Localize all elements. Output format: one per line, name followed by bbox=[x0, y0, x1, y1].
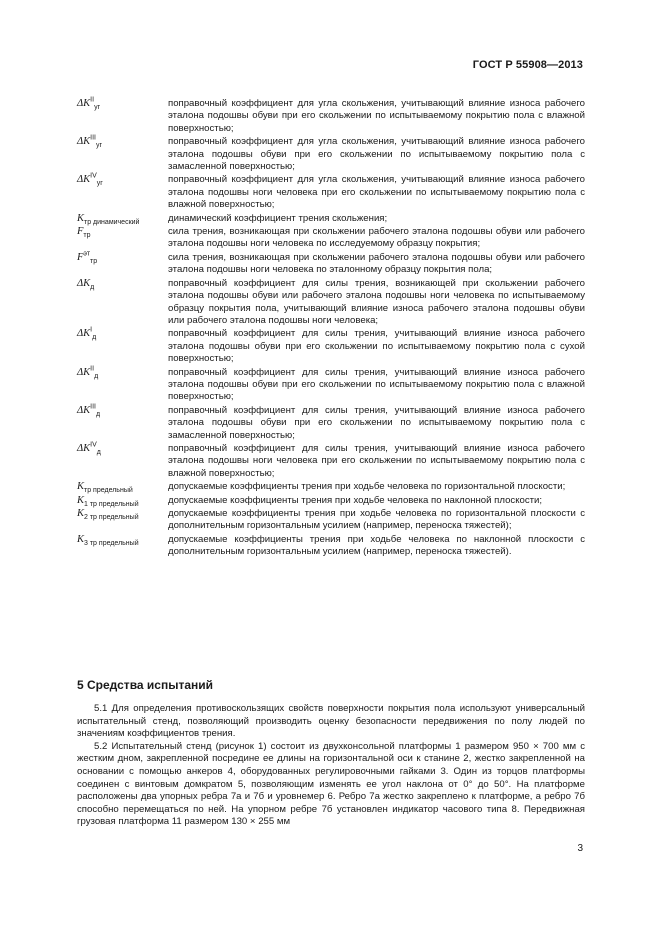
definition-item bbox=[77, 213, 585, 225]
definition-text: поправочный коэффициент для силы трения, учитывающий влияние износа рабочего эталона подошвы обуви при его скольжении по испытываемому покрытию пола с влажной поверхностью; bbox=[168, 366, 585, 403]
symbol-base: K bbox=[77, 533, 85, 545]
symbol-base: ΔK bbox=[77, 404, 91, 416]
paragraph: 5.1 Для определения противоскользящих свойств поверхности покрытия пола используют универсальный испытательный стенд, позволяющий производить оценку безопасности передвижения по полу людей по значениям коэффициентов трения. bbox=[77, 703, 585, 740]
section-title: 5 Средства испытаний bbox=[77, 678, 214, 692]
definition-item bbox=[77, 495, 585, 507]
paragraph: 5.2 Испытательный стенд (рисунок 1) состоит из двухконсольной платформы 1 размером 950 × 700 мм с жестким дном, закрепленной посредине ее длины на горизонтальной оси к станине 2, жестко закрепленной на основании с помощью анкеров 4, оборудованных регулировочными гайками 3. Один из торцов платформы соединен с винтовым домкратом 5, позволяющим изменять ее угол наклона от 0° до 50°. На платформе расположены два упорных ребра 7а и 7б и уровнемер 6. Ребро 7а жестко закреплено к платформе, а ребро 7б способно перемещаться по ней. На упорном ребре 7б установлен индикатор часового типа 8. Передвижная грузовая платформа 11 размером 130 × 255 мм bbox=[77, 740, 585, 828]
definition-symbol bbox=[77, 136, 168, 173]
symbol-base: K bbox=[77, 481, 85, 493]
definition-item bbox=[77, 508, 585, 533]
definition-symbol bbox=[77, 174, 168, 211]
definition-symbol bbox=[77, 98, 168, 135]
definition-text: допускаемые коэффициенты трения при ходьбе человека по наклонной плоскости с дополнительным горизонтальным усилием (например, переноска тяжестей). bbox=[168, 533, 585, 558]
symbol-superscript: IV bbox=[90, 441, 97, 449]
definition-symbol bbox=[77, 443, 168, 480]
definition-item bbox=[77, 252, 585, 277]
symbol-superscript: II bbox=[90, 96, 95, 104]
definition-item bbox=[77, 481, 585, 493]
definition-text: сила трения, возникающая при скольжении рабочего эталона подошвы обуви или рабочего эталона подошвы ноги человека по исследуемому образцу покрытия; bbox=[168, 226, 585, 250]
symbol-subscript: уг bbox=[96, 142, 103, 150]
definition-item bbox=[77, 278, 585, 328]
definition-text: допускаемые коэффициенты трения при ходьбе человека по горизонтальной плоскости с дополнительным горизонтальным усилием (например, переноска тяжестей); bbox=[168, 508, 585, 532]
symbol-base: ΔK bbox=[77, 366, 91, 378]
definition-item bbox=[77, 98, 585, 135]
definition-item bbox=[77, 136, 585, 173]
definition-text: поправочный коэффициент для угла скольжения, учитывающий влияние износа рабочего эталона подошвы ноги человека при его скольжении по испытываемому покрытию пола с влажной поверхностью; bbox=[168, 174, 585, 211]
definitions-list bbox=[77, 98, 585, 560]
symbol-superscript: IV bbox=[90, 172, 97, 180]
symbol-superscript: II bbox=[90, 365, 95, 373]
definition-text: поправочный коэффициент для силы трения, учитывающий влияние износа рабочего эталона подошвы обуви при его скольжении по испытываемому покрытию пола с замасленной поверхностью; bbox=[168, 404, 585, 441]
symbol-superscript: III bbox=[90, 403, 97, 411]
symbol-base: ΔK bbox=[77, 442, 91, 454]
symbol-base: F bbox=[77, 226, 84, 238]
definition-item bbox=[77, 226, 585, 251]
symbol-subscript: тр bbox=[83, 232, 91, 240]
definition-text: поправочный коэффициент для силы трения, учитывающий влияние износа рабочего эталона подошвы обуви при его скольжении по испытываемому покрытию пола с сухой поверхностью; bbox=[168, 328, 585, 365]
symbol-base: ΔK bbox=[77, 98, 91, 109]
definition-text: поправочный коэффициент для силы трения, учитывающий влияние износа рабочего эталона подошвы ноги человека при его скольжении по испытываемому покрытию пола с влажной поверхностью; bbox=[168, 442, 585, 479]
symbol-subscript: 1 тр предельный bbox=[84, 500, 139, 508]
definition-item bbox=[77, 174, 585, 211]
definition-symbol bbox=[77, 481, 168, 493]
symbol-base: F bbox=[77, 251, 84, 263]
definition-item bbox=[77, 328, 585, 365]
symbol-base: ΔK bbox=[77, 328, 91, 340]
definition-symbol bbox=[77, 534, 168, 559]
definition-text: поправочный коэффициент для угла скольжения, учитывающий влияние износа рабочего эталона подошвы обуви при его скольжении по испытываемому покрытию пола с влажной поверхностью; bbox=[168, 98, 585, 134]
symbol-superscript: эт bbox=[83, 250, 91, 258]
definition-symbol bbox=[77, 213, 168, 225]
definition-item bbox=[77, 443, 585, 480]
symbol-subscript: 3 тр предельный bbox=[84, 539, 139, 547]
definition-text: динамический коэффициент трения скольжения; bbox=[168, 212, 388, 224]
symbol-subscript: тр динамический bbox=[84, 218, 140, 226]
definition-text: допускаемые коэффициенты трения при ходьбе человека по наклонной плоскости; bbox=[168, 494, 543, 506]
symbol-base: ΔK bbox=[77, 136, 91, 148]
definition-symbol bbox=[77, 508, 168, 533]
symbol-subscript: д bbox=[96, 410, 101, 418]
symbol-base: ΔK bbox=[77, 174, 91, 186]
definition-text: поправочный коэффициент для силы трения, возникающей при скольжении рабочего эталона подошвы обуви или рабочего эталона подошвы ноги человека по испытываемому образцу покрытия пола, учитывающий влияние износа рабочего эталона подошвы обуви или рабочего эталона подошвы ноги человека; bbox=[168, 277, 585, 326]
definition-item bbox=[77, 405, 585, 442]
definition-symbol bbox=[77, 328, 168, 365]
definition-symbol bbox=[77, 278, 168, 328]
definition-text: сила трения, возникающая при скольжении рабочего эталона подошвы обуви или рабочего эталона подошвы ноги человека по эталонному образцу покрытия пола; bbox=[168, 251, 585, 276]
symbol-subscript: тр bbox=[90, 257, 98, 265]
symbol-superscript: I bbox=[90, 326, 93, 334]
symbol-base: K bbox=[77, 494, 85, 506]
definition-symbol bbox=[77, 405, 168, 442]
symbol-subscript: тр предельный bbox=[84, 487, 133, 495]
definition-item bbox=[77, 367, 585, 404]
symbol-subscript: уг bbox=[96, 180, 103, 188]
symbol-base: ΔK bbox=[77, 277, 91, 289]
symbol-subscript: уг bbox=[94, 104, 101, 112]
definition-symbol bbox=[77, 226, 168, 251]
definition-text: допускаемые коэффициенты трения при ходьбе человека по горизонтальной плоскости; bbox=[168, 481, 566, 493]
symbol-base: K bbox=[77, 508, 85, 519]
page-number: 3 bbox=[577, 843, 583, 854]
doc-header: ГОСТ Р 55908—2013 bbox=[472, 59, 583, 71]
symbol-subscript: д bbox=[92, 334, 97, 342]
definition-text: поправочный коэффициент для угла скольжения, учитывающий влияние износа рабочего эталона подошвы обуви при его скольжении по испытываемому покрытию пола с замасленной поверхностью; bbox=[168, 136, 585, 173]
symbol-subscript: д bbox=[96, 449, 101, 457]
symbol-superscript: III bbox=[90, 134, 97, 142]
symbol-subscript: д bbox=[94, 372, 99, 380]
symbol-subscript: д bbox=[90, 283, 95, 291]
symbol-base: K bbox=[77, 212, 85, 224]
definition-symbol bbox=[77, 495, 168, 507]
definition-symbol bbox=[77, 367, 168, 404]
definition-item bbox=[77, 534, 585, 559]
symbol-subscript: 2 тр предельный bbox=[84, 514, 139, 522]
definition-symbol bbox=[77, 252, 168, 277]
body-text bbox=[77, 703, 585, 829]
